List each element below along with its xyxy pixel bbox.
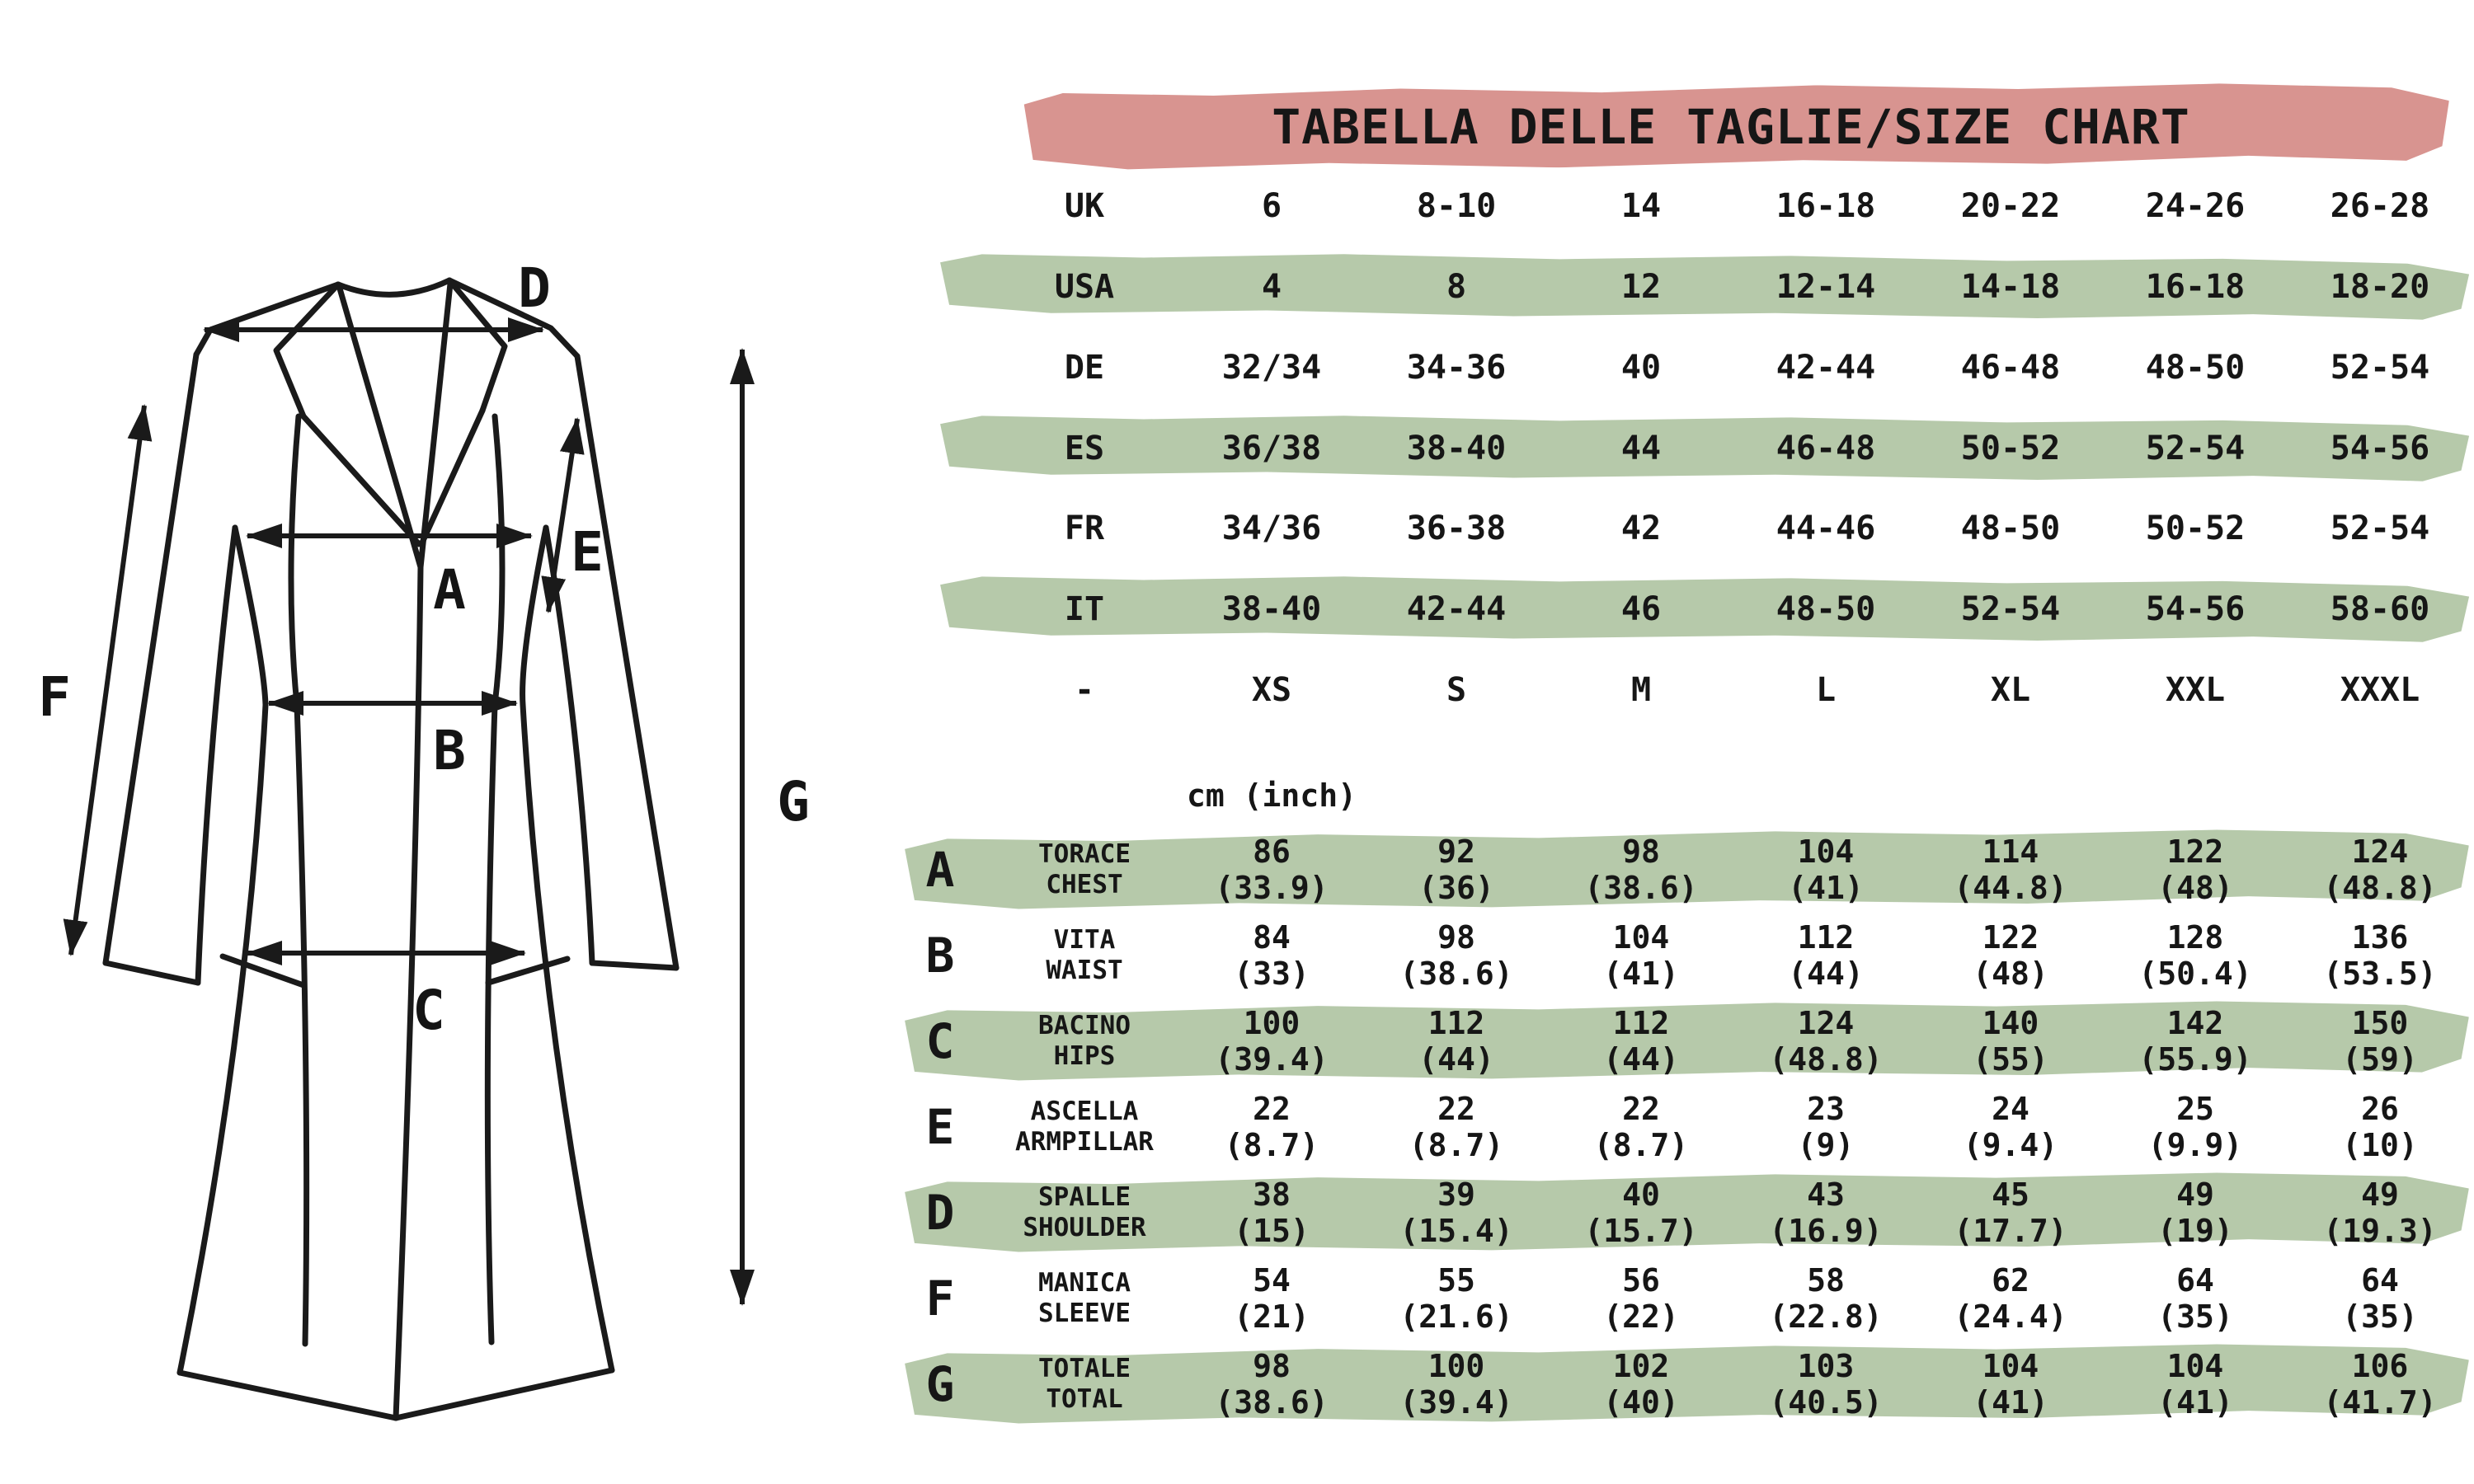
value-cm: 103 xyxy=(1797,1348,1855,1384)
measurement-value xyxy=(1733,1005,1918,1078)
value-inch: (19) xyxy=(2157,1213,2233,1249)
measurement-label-it: TORACE xyxy=(1038,839,1131,869)
size-value: 54-56 xyxy=(2145,590,2246,628)
value-cm: 40 xyxy=(1622,1176,1660,1213)
measurement-value xyxy=(1918,1091,2103,1163)
value-inch: (48.8) xyxy=(2323,870,2437,906)
measurement-value xyxy=(1918,1348,2103,1421)
measurement-label xyxy=(990,1011,1179,1072)
measurement-label xyxy=(990,925,1179,986)
measurement-label-en: HIPS xyxy=(1053,1041,1116,1071)
value-cm: 58 xyxy=(1807,1262,1845,1298)
value-inch: (33) xyxy=(1234,956,1310,992)
value-cm: 112 xyxy=(1427,1005,1485,1041)
measurement-value xyxy=(1549,919,1733,992)
value-cm: 25 xyxy=(2176,1091,2214,1127)
measurement-row xyxy=(891,1082,2472,1172)
size-value: 48-50 xyxy=(2145,349,2246,387)
size-value: 36-38 xyxy=(1406,510,1507,547)
value-inch: (41) xyxy=(1788,870,1864,906)
measurement-value xyxy=(1918,919,2103,992)
coat-right-pocket xyxy=(488,959,567,983)
value-inch: (9.4) xyxy=(1963,1127,2058,1163)
value-cm: 100 xyxy=(1427,1348,1485,1384)
value-cm: 104 xyxy=(2166,1348,2224,1384)
value-inch: (17.7) xyxy=(1954,1213,2067,1249)
value-cm: 43 xyxy=(1807,1176,1845,1213)
measurement-value xyxy=(1364,1091,1549,1163)
size-value: 50-52 xyxy=(2145,510,2246,547)
measurement-value xyxy=(2288,834,2472,906)
coat-back-neck xyxy=(338,280,449,294)
diagram-letter-c: C xyxy=(412,979,445,1042)
coat-left-shoulder xyxy=(196,284,338,355)
value-inch: (48) xyxy=(1973,956,2048,992)
size-value: 8-10 xyxy=(1416,187,1497,225)
measurement-value xyxy=(1733,1091,1918,1163)
value-inch: (8.7) xyxy=(1593,1127,1689,1163)
measurement-row xyxy=(891,910,2472,1001)
measurement-value xyxy=(1364,1176,1549,1249)
value-inch: (41) xyxy=(1973,1384,2048,1421)
size-value: 4 xyxy=(1261,268,1282,306)
size-value: 58-60 xyxy=(2330,590,2430,628)
value-inch: (38.6) xyxy=(1399,956,1513,992)
measurement-value xyxy=(2288,1091,2472,1163)
value-cm: 23 xyxy=(1807,1091,1845,1127)
measurement-value xyxy=(2288,919,2472,992)
measurement-value xyxy=(1364,1348,1549,1421)
size-value: 12 xyxy=(1620,268,1662,306)
measurement-label xyxy=(990,1097,1179,1158)
measurement-value xyxy=(1549,1348,1733,1421)
value-cm: 98 xyxy=(1253,1348,1291,1384)
measurement-letter: D xyxy=(925,1185,955,1241)
size-value: M xyxy=(1630,671,1652,709)
measurement-value xyxy=(1179,834,1364,906)
measurement-label-it: SPALLE xyxy=(1038,1182,1131,1212)
measurement-value xyxy=(1733,1262,1918,1335)
value-inch: (59) xyxy=(2342,1041,2418,1078)
value-cm: 49 xyxy=(2176,1176,2214,1213)
measurement-value xyxy=(1549,1262,1733,1335)
measurement-label xyxy=(990,1268,1179,1329)
measurement-label-it: VITA xyxy=(1053,925,1116,955)
value-inch: (39.4) xyxy=(1215,1041,1329,1078)
measurement-letter: G xyxy=(925,1356,955,1412)
value-inch: (33.9) xyxy=(1215,870,1329,906)
size-value: 34/36 xyxy=(1221,510,1322,547)
value-inch: (22.8) xyxy=(1769,1298,1883,1335)
measurement-label-en: ARMPILLAR xyxy=(1015,1127,1154,1157)
value-inch: (10) xyxy=(2342,1127,2418,1163)
value-cm: 104 xyxy=(1982,1348,2039,1384)
value-cm: 86 xyxy=(1253,834,1291,870)
value-cm: 98 xyxy=(1437,919,1475,956)
measurement-label xyxy=(990,1354,1179,1415)
value-inch: (8.7) xyxy=(1224,1127,1319,1163)
size-value: 50-52 xyxy=(1960,430,2061,467)
size-value: 52-54 xyxy=(2145,430,2246,467)
size-value: 46-48 xyxy=(1776,430,1876,467)
value-inch: (21) xyxy=(1234,1298,1310,1335)
measurement-value xyxy=(1549,1176,1733,1249)
measurement-value xyxy=(1179,919,1364,992)
size-value: 52-54 xyxy=(1960,590,2061,628)
value-cm: 124 xyxy=(1797,1005,1855,1041)
value-cm: 54 xyxy=(1253,1262,1291,1298)
value-inch: (41.7) xyxy=(2323,1384,2437,1421)
measurement-label-it: ASCELLA xyxy=(1030,1097,1139,1126)
value-inch: (15) xyxy=(1234,1213,1310,1249)
size-value: 18-20 xyxy=(2330,268,2430,306)
value-cm: 104 xyxy=(1797,834,1855,870)
measurement-label-it: BACINO xyxy=(1038,1011,1131,1040)
value-inch: (44.8) xyxy=(1954,870,2067,906)
value-cm: 124 xyxy=(2351,834,2409,870)
value-inch: (21.6) xyxy=(1399,1298,1513,1335)
value-cm: 22 xyxy=(1253,1091,1291,1127)
size-value: 14-18 xyxy=(1960,268,2061,306)
measurement-value xyxy=(2288,1176,2472,1249)
value-cm: 64 xyxy=(2361,1262,2399,1298)
measurement-letter: A xyxy=(925,842,955,898)
measurement-label xyxy=(990,839,1179,900)
size-value: 46 xyxy=(1620,590,1662,628)
coat-right-roll-line xyxy=(421,284,450,567)
measurement-value xyxy=(1179,1176,1364,1249)
measurement-label-it: MANICA xyxy=(1038,1268,1131,1298)
measurement-value xyxy=(1364,834,1549,906)
size-region-label: - xyxy=(1074,671,1095,709)
value-inch: (19.3) xyxy=(2323,1213,2437,1249)
value-inch: (15.7) xyxy=(1584,1213,1698,1249)
value-cm: 56 xyxy=(1622,1262,1660,1298)
measurement-value xyxy=(1179,1005,1364,1078)
measurement-value xyxy=(1179,1091,1364,1163)
measurement-value xyxy=(2103,1262,2288,1335)
value-cm: 104 xyxy=(1612,919,1670,956)
size-region-label: FR xyxy=(1064,510,1105,547)
size-value: 16-18 xyxy=(1776,187,1876,225)
value-cm: 150 xyxy=(2351,1005,2409,1041)
measurement-letter: F xyxy=(925,1270,955,1327)
value-cm: 22 xyxy=(1437,1091,1475,1127)
value-inch: (44) xyxy=(1603,1041,1679,1078)
measurement-row xyxy=(891,1167,2472,1258)
measurement-value xyxy=(1918,834,2103,906)
size-value: XL xyxy=(1990,671,2031,709)
size-value: 36/38 xyxy=(1221,430,1322,467)
measurement-value xyxy=(1918,1005,2103,1078)
value-cm: 92 xyxy=(1437,834,1475,870)
value-cm: 142 xyxy=(2166,1005,2224,1041)
value-inch: (36) xyxy=(1418,870,1494,906)
size-value: 16-18 xyxy=(2145,268,2246,306)
value-inch: (40) xyxy=(1603,1384,1679,1421)
measurement-label-en: SHOULDER xyxy=(1023,1213,1146,1242)
size-value: 12-14 xyxy=(1776,268,1876,306)
size-value: XS xyxy=(1251,671,1292,709)
value-cm: 98 xyxy=(1622,834,1660,870)
value-cm: 45 xyxy=(1992,1176,2030,1213)
value-inch: (44) xyxy=(1418,1041,1494,1078)
measurement-value xyxy=(2103,1348,2288,1421)
value-cm: 26 xyxy=(2361,1091,2399,1127)
value-inch: (44) xyxy=(1788,956,1864,992)
measurement-value xyxy=(1549,834,1733,906)
value-cm: 122 xyxy=(2166,834,2224,870)
size-value: 42 xyxy=(1620,510,1662,547)
value-cm: 112 xyxy=(1612,1005,1670,1041)
value-cm: 106 xyxy=(2351,1348,2409,1384)
size-value: 38-40 xyxy=(1406,430,1507,467)
size-value: 34-36 xyxy=(1406,349,1507,387)
measurement-value xyxy=(1918,1262,2103,1335)
size-value: 24-26 xyxy=(2145,187,2246,225)
value-inch: (38.6) xyxy=(1584,870,1698,906)
size-value: XXL xyxy=(2165,671,2226,709)
value-cm: 62 xyxy=(1992,1262,2030,1298)
size-region-label: UK xyxy=(1064,187,1105,225)
size-value: 8 xyxy=(1446,268,1467,306)
value-inch: (55) xyxy=(1973,1041,2048,1078)
measurement-letter: C xyxy=(925,1013,955,1069)
size-value: 38-40 xyxy=(1221,590,1322,628)
size-table-panel xyxy=(891,0,2474,1484)
measurement-row xyxy=(891,824,2472,915)
measurement-value xyxy=(2288,1348,2472,1421)
value-inch: (41) xyxy=(2157,1384,2233,1421)
value-cm: 122 xyxy=(1982,919,2039,956)
value-cm: 114 xyxy=(1982,834,2039,870)
measurement-label-it: TOTALE xyxy=(1038,1354,1131,1383)
measurement-value xyxy=(1364,1005,1549,1078)
coat-left-lapel-edge xyxy=(303,416,419,544)
coat-left-pocket xyxy=(223,956,303,985)
coat-right-princess-seam xyxy=(487,416,502,1342)
size-region-label: ES xyxy=(1064,430,1105,467)
measurement-row xyxy=(891,1339,2472,1430)
value-cm: 100 xyxy=(1243,1005,1300,1041)
diagram-letter-e: E xyxy=(571,520,604,584)
coat-right-sleeve-outer xyxy=(577,356,676,968)
measurement-value xyxy=(2103,1005,2288,1078)
measurement-value xyxy=(1918,1176,2103,1249)
value-inch: (15.4) xyxy=(1399,1213,1513,1249)
value-inch: (35) xyxy=(2157,1298,2233,1335)
diagram-letter-b: B xyxy=(433,719,466,782)
size-region-label: USA xyxy=(1054,268,1115,306)
value-cm: 64 xyxy=(2176,1262,2214,1298)
coat-left-sleeve-inner xyxy=(198,528,235,983)
measurement-label-en: SLEEVE xyxy=(1038,1298,1131,1328)
value-inch: (8.7) xyxy=(1409,1127,1504,1163)
size-value: 26-28 xyxy=(2330,187,2430,225)
measurement-row xyxy=(891,1253,2472,1344)
size-value: 42-44 xyxy=(1776,349,1876,387)
size-value: 14 xyxy=(1620,187,1662,225)
size-value: 46-48 xyxy=(1960,349,2061,387)
measurement-value xyxy=(1179,1262,1364,1335)
value-cm: 136 xyxy=(2351,919,2409,956)
measurement-label xyxy=(990,1182,1179,1243)
value-cm: 39 xyxy=(1437,1176,1475,1213)
size-value: 40 xyxy=(1620,349,1662,387)
value-inch: (16.9) xyxy=(1769,1213,1883,1249)
size-region-label: DE xyxy=(1064,349,1105,387)
value-inch: (48) xyxy=(2157,870,2233,906)
measurement-value xyxy=(1549,1005,1733,1078)
measurement-value xyxy=(2103,1091,2288,1163)
size-region-label: IT xyxy=(1064,590,1105,628)
value-inch: (9) xyxy=(1797,1127,1855,1163)
value-inch: (24.4) xyxy=(1954,1298,2067,1335)
size-value: 44 xyxy=(1620,430,1662,467)
measurement-value xyxy=(1364,919,1549,992)
size-value: 52-54 xyxy=(2330,349,2430,387)
value-cm: 38 xyxy=(1253,1176,1291,1213)
diagram-letter-d: D xyxy=(518,256,551,320)
value-inch: (41) xyxy=(1603,956,1679,992)
size-value: 44-46 xyxy=(1776,510,1876,547)
measurement-value xyxy=(1179,1348,1364,1421)
coat-right-shoulder xyxy=(449,280,577,356)
measurement-value xyxy=(1733,1176,1918,1249)
value-cm: 112 xyxy=(1797,919,1855,956)
value-cm: 22 xyxy=(1622,1091,1660,1127)
size-value: 42-44 xyxy=(1406,590,1507,628)
value-cm: 55 xyxy=(1437,1262,1475,1298)
measurement-value xyxy=(1733,834,1918,906)
measurement-value xyxy=(1733,919,1918,992)
value-inch: (35) xyxy=(2342,1298,2418,1335)
size-value: 52-54 xyxy=(2330,510,2430,547)
size-value: 32/34 xyxy=(1221,349,1322,387)
size-value: 48-50 xyxy=(1960,510,2061,547)
measurement-value xyxy=(2288,1005,2472,1078)
coat-measurement-diagram xyxy=(0,0,891,1484)
value-inch: (48.8) xyxy=(1769,1041,1883,1078)
value-cm: 24 xyxy=(1992,1091,2030,1127)
measurement-value xyxy=(1733,1348,1918,1421)
coat-left-sleeve-outer xyxy=(106,355,196,963)
measurement-rows xyxy=(891,0,2474,1484)
measurement-value xyxy=(2103,919,2288,992)
page-title: TABELLA DELLE TAGLIE/SIZE CHART xyxy=(1272,99,2190,155)
value-inch: (55.9) xyxy=(2138,1041,2252,1078)
value-inch: (9.9) xyxy=(2147,1127,2243,1163)
value-inch: (22) xyxy=(1603,1298,1679,1335)
measurement-value xyxy=(2288,1262,2472,1335)
value-inch: (38.6) xyxy=(1215,1384,1329,1421)
coat-left-princess-seam xyxy=(291,416,307,1344)
coat-left-cuff xyxy=(106,963,198,983)
diagram-letter-g: G xyxy=(777,770,810,834)
size-value: 54-56 xyxy=(2330,430,2430,467)
size-value: 6 xyxy=(1261,187,1282,225)
value-cm: 49 xyxy=(2361,1176,2399,1213)
measurement-value xyxy=(2103,1176,2288,1249)
size-value: XXXL xyxy=(2340,671,2420,709)
measurement-label-en: TOTAL xyxy=(1046,1384,1123,1414)
size-value: S xyxy=(1446,671,1467,709)
value-inch: (50.4) xyxy=(2138,956,2252,992)
value-inch: (39.4) xyxy=(1399,1384,1513,1421)
value-inch: (53.5) xyxy=(2323,956,2437,992)
diagram-letter-f: F xyxy=(38,665,71,729)
measurement-letter: B xyxy=(925,928,955,984)
measurement-label-en: CHEST xyxy=(1046,870,1123,899)
value-cm: 84 xyxy=(1253,919,1291,956)
size-value: L xyxy=(1815,671,1837,709)
measurement-value xyxy=(1364,1262,1549,1335)
value-cm: 128 xyxy=(2166,919,2224,956)
diagram-letter-a: A xyxy=(433,558,466,622)
value-inch: (40.5) xyxy=(1769,1384,1883,1421)
measurement-row xyxy=(891,996,2472,1087)
size-value: 20-22 xyxy=(1960,187,2061,225)
unit-note: cm (inch) xyxy=(1187,777,1357,814)
coat-right-cuff xyxy=(592,963,676,968)
size-value: 48-50 xyxy=(1776,590,1876,628)
sleeve-length-arrow xyxy=(71,406,144,955)
measurement-label-en: WAIST xyxy=(1046,956,1123,985)
measurement-value xyxy=(2103,834,2288,906)
value-cm: 102 xyxy=(1612,1348,1670,1384)
measurement-letter: E xyxy=(925,1099,955,1155)
measurement-value xyxy=(1549,1091,1733,1163)
value-cm: 140 xyxy=(1982,1005,2039,1041)
